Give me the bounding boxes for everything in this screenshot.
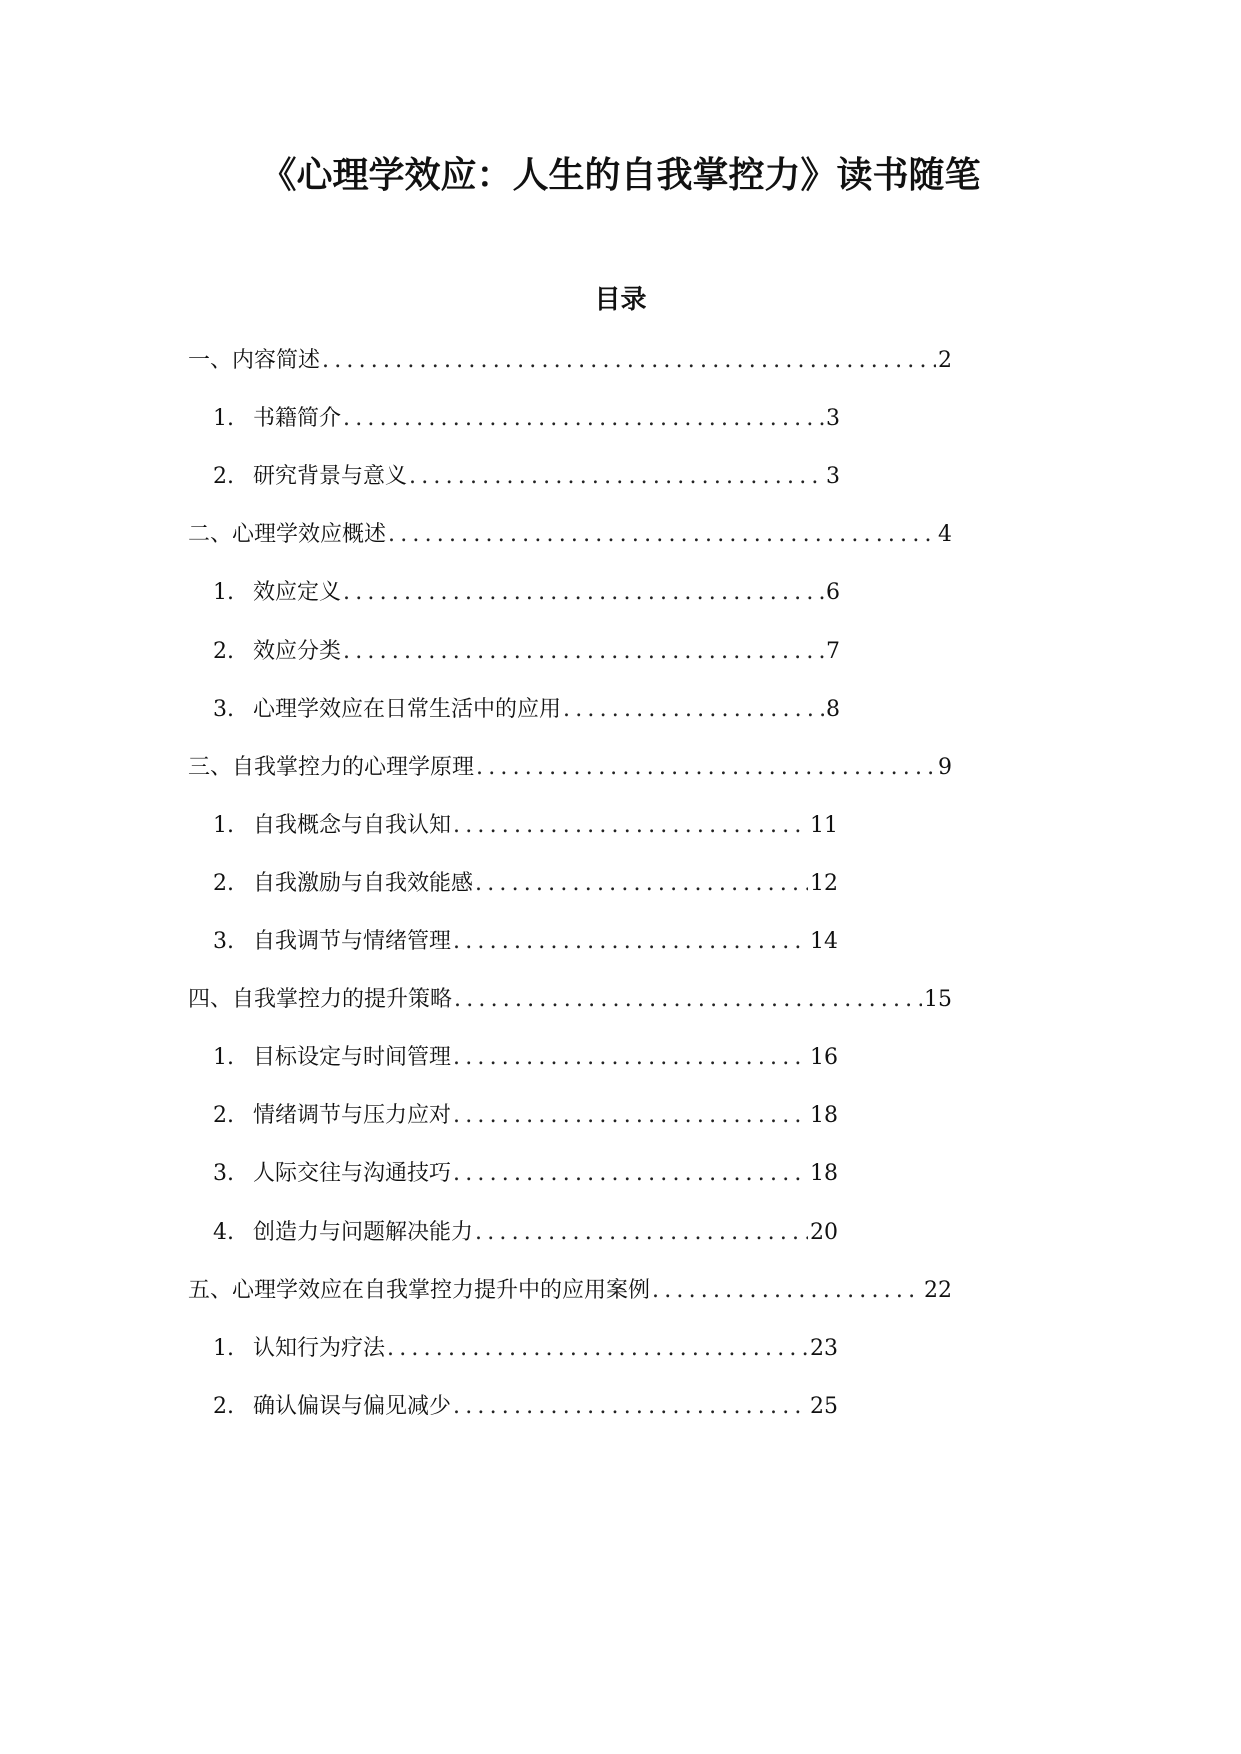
toc-dot-leader (476, 753, 936, 783)
toc-subsection-entry[interactable] (213, 811, 838, 841)
toc-subsection-entry[interactable] (213, 404, 840, 434)
toc-entry-title: 自我概念与自我认知 (253, 813, 452, 838)
toc-dot-leader (409, 462, 824, 492)
toc-entry-page-number: 25 (810, 1394, 838, 1419)
toc-entry-title: 创造力与问题解决能力 (253, 1220, 474, 1245)
toc-entry-number: 4. (213, 1220, 234, 1245)
toc-entry-number: 1. (213, 406, 234, 431)
toc-dot-leader (453, 811, 808, 841)
toc-dot-leader (387, 1334, 808, 1364)
toc-entry-page-number: 7 (826, 639, 840, 664)
toc-subsection-entry[interactable] (213, 1159, 838, 1189)
toc-entry-page-number: 22 (924, 1278, 952, 1303)
toc-entry-page-number: 8 (826, 697, 840, 722)
toc-dot-leader (652, 1276, 922, 1306)
toc-entry-title: 心理学效应在日常生活中的应用 (253, 697, 562, 722)
toc-subsection-entry[interactable] (213, 927, 838, 957)
toc-entry-page-number: 16 (810, 1045, 838, 1070)
toc-entry-page-number: 4 (938, 522, 952, 547)
toc-entry-title: 四、自我掌控力的提升策略 (188, 987, 453, 1012)
toc-entry-number: 3. (213, 1161, 234, 1186)
toc-entry-page-number: 11 (810, 813, 838, 838)
document-title: 《心理学效应：人生的自我掌控力》读书随笔 (260, 155, 981, 196)
toc-dot-leader (454, 985, 922, 1015)
toc-entry-page-number: 6 (826, 580, 840, 605)
toc-section-entry[interactable] (188, 520, 952, 550)
toc-entry-page-number: 14 (810, 929, 838, 954)
toc-dot-leader (453, 1392, 808, 1422)
toc-section-entry[interactable] (188, 1276, 952, 1306)
toc-entry-number: 1. (213, 580, 234, 605)
toc-dot-leader (453, 1043, 808, 1073)
toc-subsection-entry[interactable] (213, 637, 840, 667)
toc-entry-number: 2. (213, 464, 234, 489)
toc-subsection-entry[interactable] (213, 1101, 838, 1131)
toc-entry-title: 五、心理学效应在自我掌控力提升中的应用案例 (188, 1278, 651, 1303)
toc-subsection-entry[interactable] (213, 1334, 838, 1364)
toc-entry-page-number: 12 (810, 871, 838, 896)
toc-entry-title: 情绪调节与压力应对 (253, 1103, 452, 1128)
toc-entry-page-number: 3 (826, 464, 840, 489)
toc-entry-number: 2. (213, 871, 234, 896)
toc-dot-leader (388, 520, 936, 550)
toc-subsection-entry[interactable] (213, 578, 840, 608)
toc-entry-number: 1. (213, 813, 234, 838)
toc-entry-page-number: 18 (810, 1103, 838, 1128)
toc-entry-page-number: 2 (938, 348, 952, 373)
toc-subsection-entry[interactable] (213, 462, 840, 492)
toc-entry-page-number: 9 (938, 755, 952, 780)
toc-entry-title: 人际交往与沟通技巧 (253, 1161, 452, 1186)
toc-dot-leader (343, 578, 824, 608)
toc-entry-page-number: 20 (810, 1220, 838, 1245)
toc-entry-number: 3. (213, 929, 234, 954)
toc-entry-title: 一、内容简述 (188, 348, 321, 373)
toc-entry-title: 自我调节与情绪管理 (253, 929, 452, 954)
toc-entry-title: 自我激励与自我效能感 (253, 871, 474, 896)
toc-entry-number: 3. (213, 697, 234, 722)
toc-subsection-entry[interactable] (213, 1392, 838, 1422)
toc-dot-leader (453, 1101, 808, 1131)
toc-entry-number: 2. (213, 1103, 234, 1128)
toc-dot-leader (453, 1159, 808, 1189)
toc-entry-title: 目标设定与时间管理 (253, 1045, 452, 1070)
toc-dot-leader (475, 869, 808, 899)
toc-entry-title: 确认偏误与偏见减少 (253, 1394, 452, 1419)
toc-section-entry[interactable] (188, 985, 952, 1015)
toc-dot-leader (322, 346, 936, 376)
toc-dot-leader (453, 927, 808, 957)
toc-entry-number: 2. (213, 639, 234, 664)
toc-section-entry[interactable] (188, 753, 952, 783)
toc-entry-title: 二、心理学效应概述 (188, 522, 387, 547)
toc-heading: 目录 (594, 285, 647, 315)
toc-dot-leader (343, 404, 824, 434)
toc-entry-page-number: 3 (826, 406, 840, 431)
toc-subsection-entry[interactable] (213, 1218, 838, 1248)
toc-entry-page-number: 23 (810, 1336, 838, 1361)
toc-entry-title: 效应分类 (253, 639, 342, 664)
toc-entry-title: 书籍简介 (253, 406, 342, 431)
toc-entry-page-number: 18 (810, 1161, 838, 1186)
toc-dot-leader (563, 695, 824, 725)
toc-subsection-entry[interactable] (213, 695, 840, 725)
toc-entry-page-number: 15 (924, 987, 952, 1012)
toc-subsection-entry[interactable] (213, 1043, 838, 1073)
toc-entry-number: 1. (213, 1336, 234, 1361)
toc-entry-number: 1. (213, 1045, 234, 1070)
toc-entry-title: 研究背景与意义 (253, 464, 408, 489)
toc-section-entry[interactable] (188, 346, 952, 376)
toc-subsection-entry[interactable] (213, 869, 838, 899)
toc-entry-title: 效应定义 (253, 580, 342, 605)
toc-dot-leader (343, 637, 824, 667)
toc-entry-title: 三、自我掌控力的心理学原理 (188, 755, 475, 780)
toc-dot-leader (475, 1218, 808, 1248)
toc-entry-title: 认知行为疗法 (253, 1336, 386, 1361)
toc-entry-number: 2. (213, 1394, 234, 1419)
